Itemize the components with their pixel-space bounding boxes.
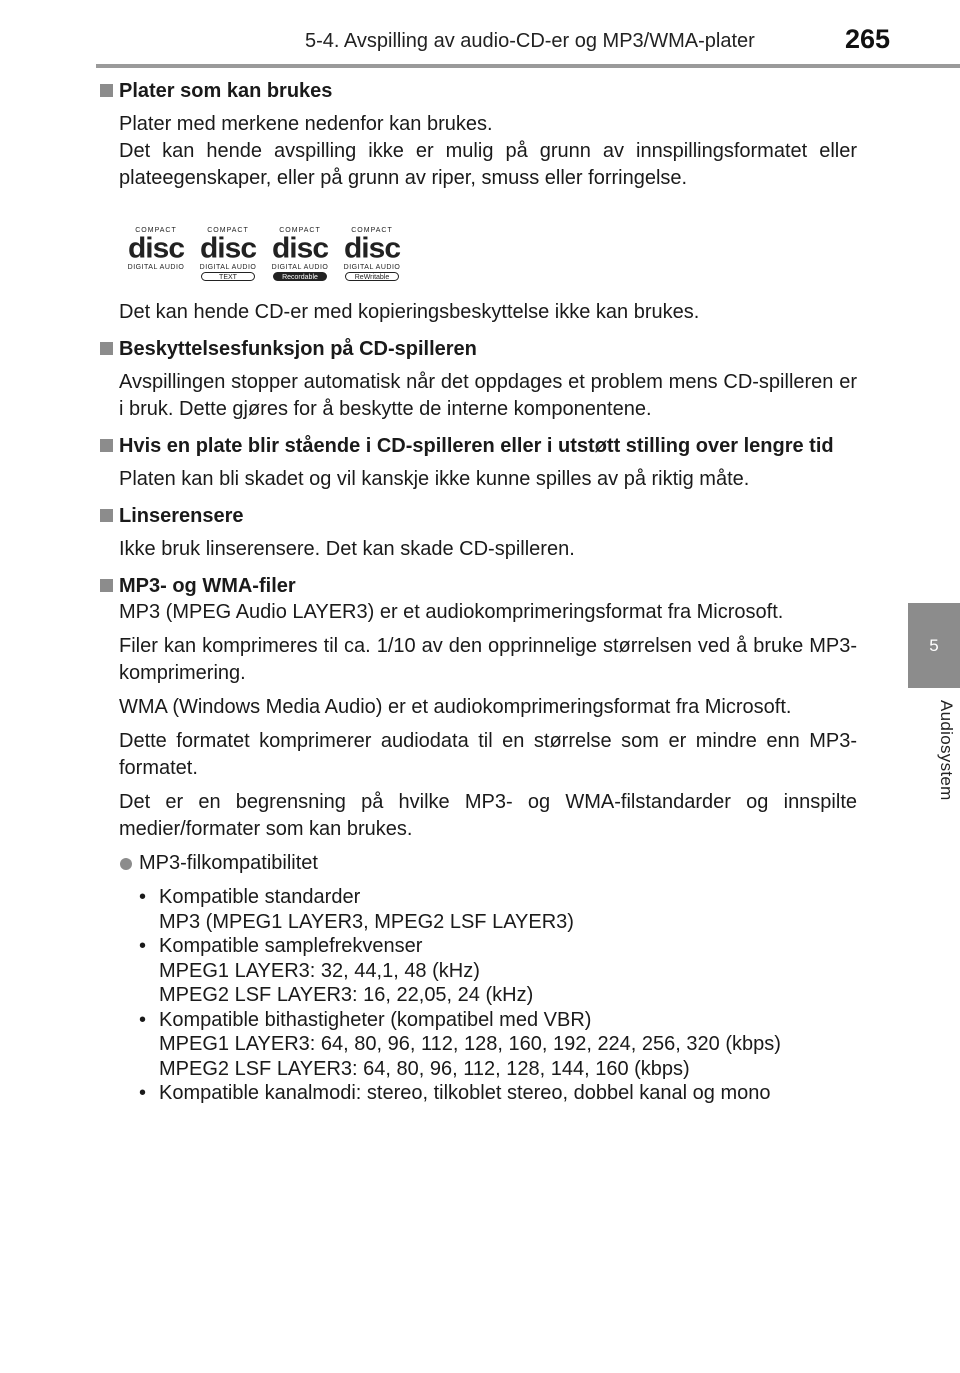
- chapter-tab: 5: [908, 603, 960, 688]
- paragraph: WMA (Windows Media Audio) er et audiokomprimeringsformat fra Microsoft.: [119, 696, 792, 718]
- section-heading-protection: Beskyttelsesfunksjon på CD-spilleren: [97, 336, 857, 362]
- compact-disc-rewritable-logo: COMPACT disc DIGITAL AUDIO ReWritable: [343, 227, 401, 281]
- page-content: [97, 78, 857, 1106]
- section-heading-discs: Plater som kan brukes: [97, 78, 857, 104]
- circle-bullet-icon: [120, 858, 132, 870]
- compact-disc-logo: COMPACT disc DIGITAL AUDIO: [127, 227, 185, 271]
- list-item: • Kompatible samplefrekvenser MPEG1 LAYER3: 32, 44,1, 48 (kHz) MPEG2 LSF LAYER3: 16, 22,05, 24 (kHz): [139, 935, 534, 1006]
- header-rule: [96, 64, 960, 68]
- list-item: • Kompatible standarder MP3 (MPEG1 LAYER3, MPEG2 LSF LAYER3): [139, 886, 574, 933]
- paragraph: MP3 (MPEG Audio LAYER3) er et audiokomprimeringsformat fra Microsoft.: [119, 601, 784, 623]
- paragraph: Avspillingen stopper automatisk når det oppdages et problem mens CD-spilleren er i bruk. Dette gjøres for å beskytte de interne komponentene.: [119, 371, 857, 420]
- chapter-label: Audiosystem: [937, 700, 956, 801]
- square-bullet-icon: [100, 579, 113, 592]
- list-item: • Kompatible bithastigheter (kompatibel med VBR) MPEG1 LAYER3: 64, 80, 96, 112, 128, 160, 192, 224, 256, 320 (kbps) MPEG2 LSF LAYER3: 64, 80, 96, 112, 128, 144, 160 (kbps): [139, 1008, 781, 1080]
- square-bullet-icon: [100, 84, 113, 97]
- paragraph: Plater med merkene nedenfor kan brukes.: [119, 113, 493, 135]
- paragraph: Ikke bruk linserensere. Det kan skade CD-spilleren.: [119, 538, 575, 560]
- header-title: 5-4. Avspilling av audio-CD-er og MP3/WMA-plater: [305, 30, 755, 52]
- paragraph: Det kan hende avspilling ikke er mulig på grunn av innspillingsformatet eller plateegenskaper, eller på grunn av riper, smuss eller forringelse.: [119, 140, 857, 189]
- square-bullet-icon: [100, 509, 113, 522]
- section-heading-lens-cleaners: Linserensere: [97, 503, 857, 529]
- paragraph: Dette formatet komprimerer audiodata til en størrelse som er mindre enn MP3-formatet.: [119, 730, 857, 779]
- paragraph: Det er en begrensning på hvilke MP3- og WMA-filstandarder og innspilte medier/formater som kan brukes.: [119, 791, 857, 840]
- compact-disc-recordable-logo: COMPACT disc DIGITAL AUDIO Recordable: [271, 227, 329, 281]
- section-heading-disc-left: Hvis en plate blir stående i CD-spilleren eller i utstøtt stilling over lengre tid: [97, 433, 857, 459]
- disc-logos: [125, 227, 857, 279]
- paragraph: Filer kan komprimeres til ca. 1/10 av den opprinnelige størrelsen ved å bruke MP3-komprimering.: [119, 635, 857, 684]
- square-bullet-icon: [100, 342, 113, 355]
- section-heading-mp3-wma: MP3- og WMA-filer: [97, 573, 857, 599]
- compact-disc-text-logo: COMPACT disc DIGITAL AUDIO TEXT: [199, 227, 257, 281]
- paragraph: Platen kan bli skadet og vil kanskje ikke kunne spilles av på riktig måte.: [119, 468, 750, 490]
- square-bullet-icon: [100, 439, 113, 452]
- compatibility-list: [139, 885, 857, 1106]
- paragraph: Det kan hende CD-er med kopieringsbeskyttelse ikke kan brukes.: [119, 301, 700, 323]
- sub-heading-mp3-compatibility: MP3-filkompatibilitet: [119, 850, 857, 877]
- list-item: • Kompatible kanalmodi: stereo, tilkoblet stereo, dobbel kanal og mono: [139, 1082, 771, 1104]
- page-number: 265: [845, 24, 891, 54]
